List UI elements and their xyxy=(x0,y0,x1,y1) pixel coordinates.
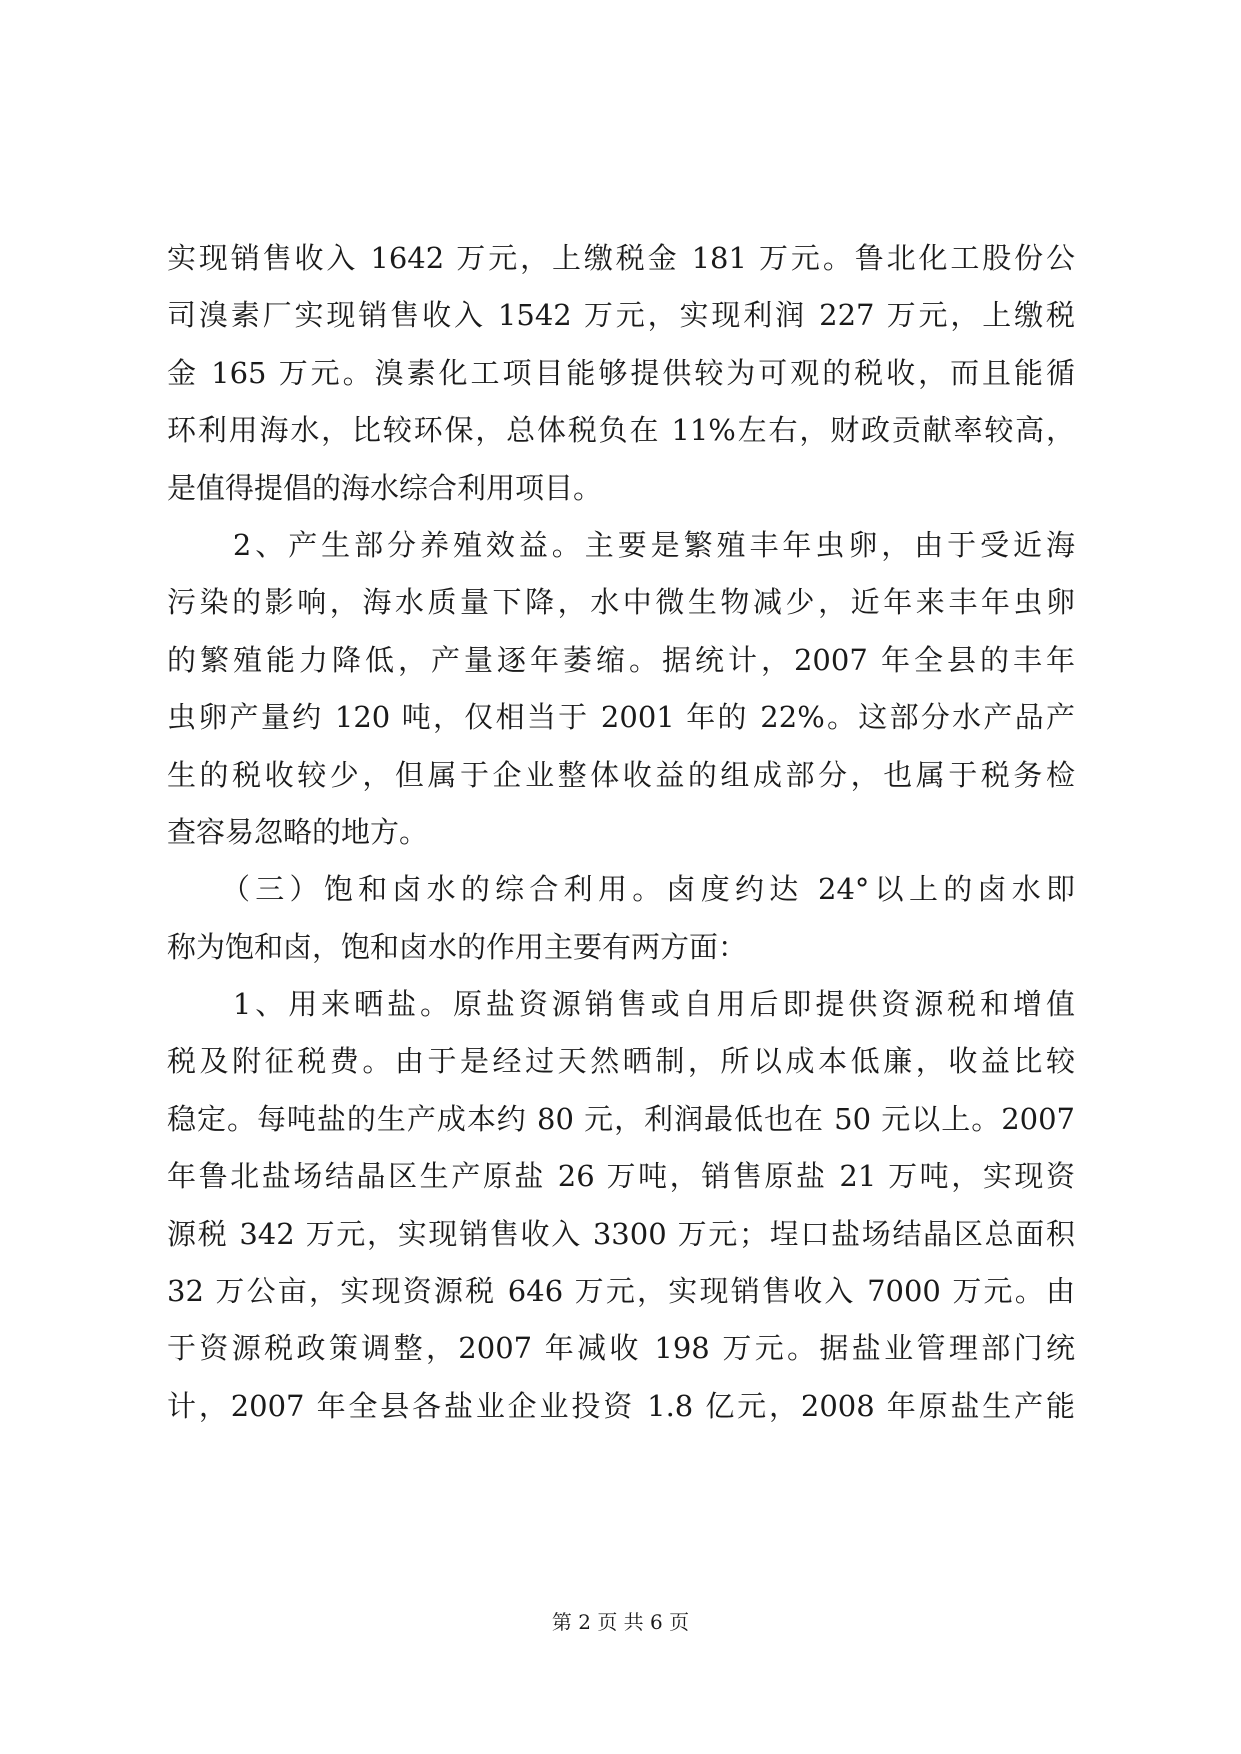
body-text xyxy=(167,230,1075,1435)
text-line: 生的税收较少，但属于企业整体收益的组成部分，也属于税务检 xyxy=(167,757,1075,792)
text-line: 称为饱和卤，饱和卤水的作用主要有两方面： xyxy=(167,929,748,964)
text-line: 的繁殖能力降低，产量逐年萎缩。据统计，2007 年全县的丰年 xyxy=(167,642,1075,677)
text-line: 计，2007 年全县各盐业企业投资 1.8 亿元，2008 年原盐生产能 xyxy=(167,1388,1075,1423)
text-line: 查容易忽略的地方。 xyxy=(167,814,429,849)
text-line: （三）饱和卤水的综合利用。卤度约达 24°以上的卤水即 xyxy=(167,872,1075,907)
text-line: 实现销售收入 1642 万元，上缴税金 181 万元。鲁北化工股份公 xyxy=(167,241,1075,275)
text-line: 年鲁北盐场结晶区生产原盐 26 万吨，销售原盐 21 万吨，实现资 xyxy=(167,1159,1075,1194)
text-line: 金 165 万元。溴素化工项目能够提供较为可观的税收，而且能循 xyxy=(167,355,1075,390)
text-line: 虫卵产量约 120 吨，仅相当于 2001 年的 22%。这部分水产品产 xyxy=(167,700,1075,735)
text-line: 是值得提倡的海水综合利用项目。 xyxy=(167,470,603,505)
text-line: 2、产生部分养殖效益。主要是繁殖丰年虫卵，由于受近海 xyxy=(167,527,1075,562)
text-line: 污染的影响，海水质量下降，水中微生物减少，近年来丰年虫卵 xyxy=(167,585,1075,620)
text-line: 环利用海水，比较环保，总体税负在 11%左右，财政贡献率较高， xyxy=(167,413,1075,448)
page-number-footer: 第 2 页 共 6 页 xyxy=(551,1610,690,1634)
text-line: 税及附征税费。由于是经过天然晒制，所以成本低廉，收益比较 xyxy=(167,1044,1075,1079)
text-line: 源税 342 万元，实现销售收入 3300 万元；埕口盐场结晶区总面积 xyxy=(167,1216,1075,1251)
text-line: 32 万公亩，实现资源税 646 万元，实现销售收入 7000 万元。由 xyxy=(167,1274,1075,1309)
text-line: 司溴素厂实现销售收入 1542 万元，实现利润 227 万元，上缴税 xyxy=(167,298,1075,333)
text-line: 于资源税政策调整，2007 年减收 198 万元。据盐业管理部门统 xyxy=(167,1331,1075,1366)
text-line: 稳定。每吨盐的生产成本约 80 元，利润最低也在 50 元以上。2007 xyxy=(167,1101,1075,1136)
text-line: 1、用来晒盐。原盐资源销售或自用后即提供资源税和增值 xyxy=(167,987,1075,1022)
